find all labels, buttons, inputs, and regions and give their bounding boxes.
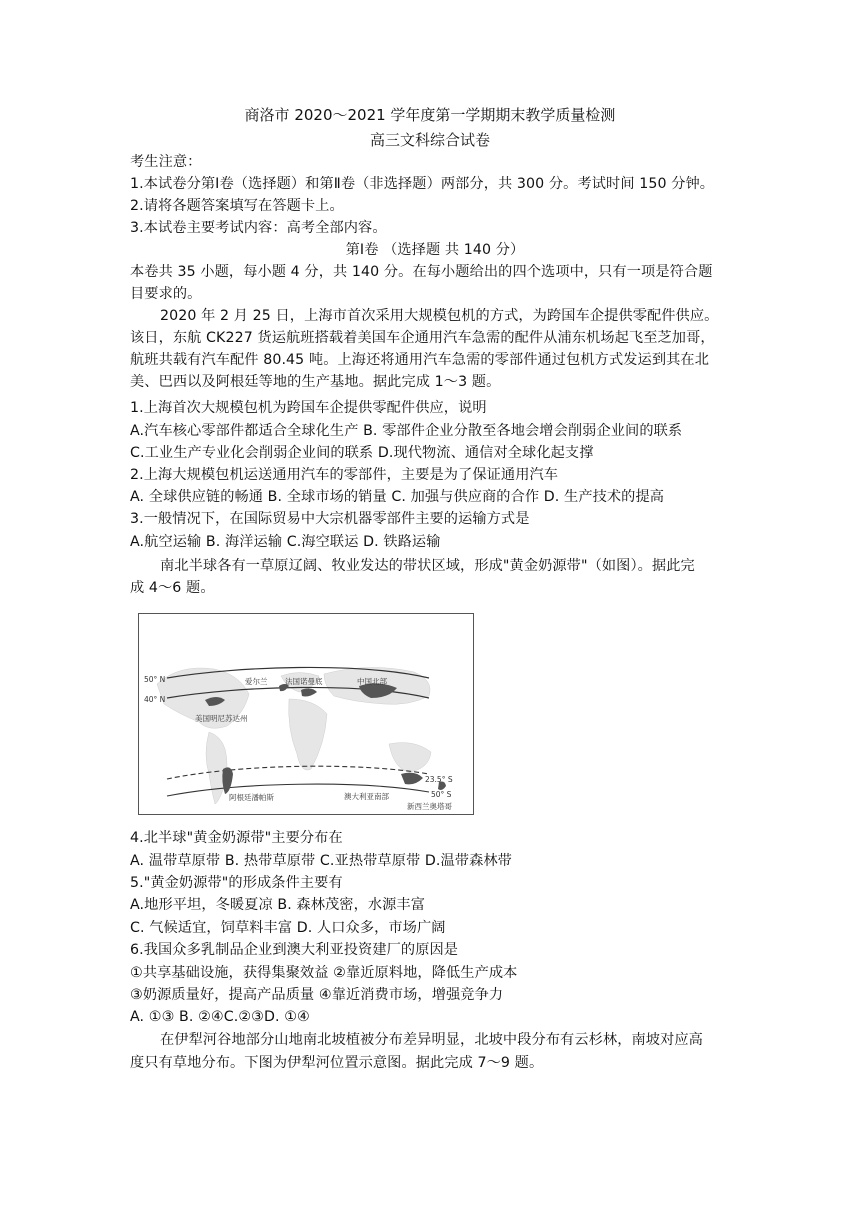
section-title: 第Ⅰ卷 （选择题 共 140 分） bbox=[345, 242, 525, 258]
question-stem: 4.北半球"黄金奶源带"主要分布在 bbox=[130, 830, 343, 846]
lat-label: 50° S bbox=[431, 790, 452, 799]
passage-line: 2020 年 2 月 25 日，上海市首次采用大规模包机的方式，为跨国车企提供零配件供应。 bbox=[160, 308, 719, 324]
question-options: C. 气候适宜，饲草料丰富 D. 人口众多，市场广阔 bbox=[130, 920, 446, 936]
question-options: A.航空运输 B. 海洋运输 C.海空联运 D. 铁路运输 bbox=[130, 534, 441, 550]
question-options: C.工业生产专业化会削弱企业间的联系 D.现代物流、通信对全球化起支撑 bbox=[130, 445, 594, 461]
lat-50s-line bbox=[167, 784, 429, 796]
question-statement: ①共享基础设施，获得集聚效益 ②靠近原料地，降低生产成本 bbox=[130, 965, 518, 981]
question-options: A. 温带草原带 B. 热带草原带 C.亚热带草原带 D.温带森林带 bbox=[130, 853, 512, 869]
golden-milk-belt-map bbox=[138, 613, 474, 815]
passage-line: 成 4～6 题。 bbox=[130, 580, 215, 596]
question-statement: ③奶源质量好，提高产品质量 ④靠近消费市场，增强竞争力 bbox=[130, 987, 504, 1003]
question-options: A. 全球供应链的畅通 B. 全球市场的销量 C. 加强与供应商的合作 D. 生产技术的提高 bbox=[130, 489, 665, 505]
place-label: 阿根廷潘帕斯 bbox=[229, 793, 274, 802]
place-label: 中国北部 bbox=[357, 677, 387, 686]
question-stem: 2.上海大规模包机运送通用汽车的零部件，主要是为了保证通用汽车 bbox=[130, 467, 559, 483]
place-label: 法国诺曼底 bbox=[285, 677, 323, 686]
passage-line: 在伊犁河谷地部分山地南北坡植被分布差异明显，北坡中段分布有云杉林，南坡对应高 bbox=[160, 1032, 703, 1048]
passage-line: 航班共载有汽车配件 80.45 吨。上海还将通用汽车急需的零部件通过包机方式发运到其在北 bbox=[130, 352, 709, 368]
lat-label: 50° N bbox=[144, 675, 166, 684]
question-options: A. ①③ B. ②④C.②③D. ①④ bbox=[130, 1009, 310, 1025]
question-stem: 3.一般情况下，在国际贸易中大宗机器零部件主要的运输方式是 bbox=[130, 511, 530, 527]
passage-line: 美、巴西以及阿根廷等地的生产基地。据此完成 1～3 题。 bbox=[130, 374, 501, 390]
notice-item: 3.本试卷主要考试内容：高考全部内容。 bbox=[130, 220, 387, 236]
passage-line: 南北半球各有一草原辽阔、牧业发达的带状区域，形成"黄金奶源带"（如图）。据此完 bbox=[160, 558, 695, 574]
place-label: 美国明尼苏达州 bbox=[195, 714, 248, 723]
exam-title: 商洛市 2020～2021 学年度第一学期期末教学质量检测 bbox=[244, 106, 616, 124]
place-label: 新西兰奥塔哥 bbox=[407, 802, 452, 811]
place-label: 爱尔兰 bbox=[245, 677, 268, 686]
question-stem: 5."黄金奶源带"的形成条件主要有 bbox=[130, 875, 343, 891]
section-intro: 本卷共 35 小题，每小题 4 分，共 140 分。在每小题给出的四个选项中，只有一项是符合题 bbox=[130, 264, 713, 280]
notice-item: 2.请将各题答案填写在答题卡上。 bbox=[130, 198, 344, 214]
place-label: 澳大利亚南部 bbox=[344, 792, 389, 801]
passage-line: 该日，东航 CK227 货运航班搭载着美国车企通用汽车急需的配件从浦东机场起飞至芝加哥， bbox=[130, 330, 715, 346]
question-options: A.地形平坦，冬暖夏凉 B. 森林茂密，水源丰富 bbox=[130, 897, 426, 913]
lat-label: 23.5° S bbox=[425, 775, 453, 784]
exam-subtitle: 高三文科综合试卷 bbox=[369, 131, 490, 149]
lat-23s-line bbox=[167, 766, 429, 779]
notice-heading: 考生注意： bbox=[130, 154, 202, 170]
lat-label: 40° N bbox=[144, 695, 166, 704]
passage-line: 度只有草地分布。下图为伊犁河位置示意图。据此完成 7～9 题。 bbox=[130, 1055, 544, 1071]
question-options: A.汽车核心零部件都适合全球化生产 B. 零部件企业分散至各地会增会削弱企业间的联系 bbox=[130, 423, 683, 439]
question-stem: 1.上海首次大规模包机为跨国车企提供零配件供应，说明 bbox=[130, 400, 487, 416]
question-stem: 6.我国众多乳制品企业到澳大利亚投资建厂的原因是 bbox=[130, 942, 459, 958]
map-svg bbox=[139, 614, 473, 814]
section-intro: 目要求的。 bbox=[130, 286, 202, 302]
notice-item: 1.本试卷分第Ⅰ卷（选择题）和第Ⅱ卷（非选择题）两部分，共 300 分。考试时间 150 分钟。 bbox=[130, 176, 715, 192]
